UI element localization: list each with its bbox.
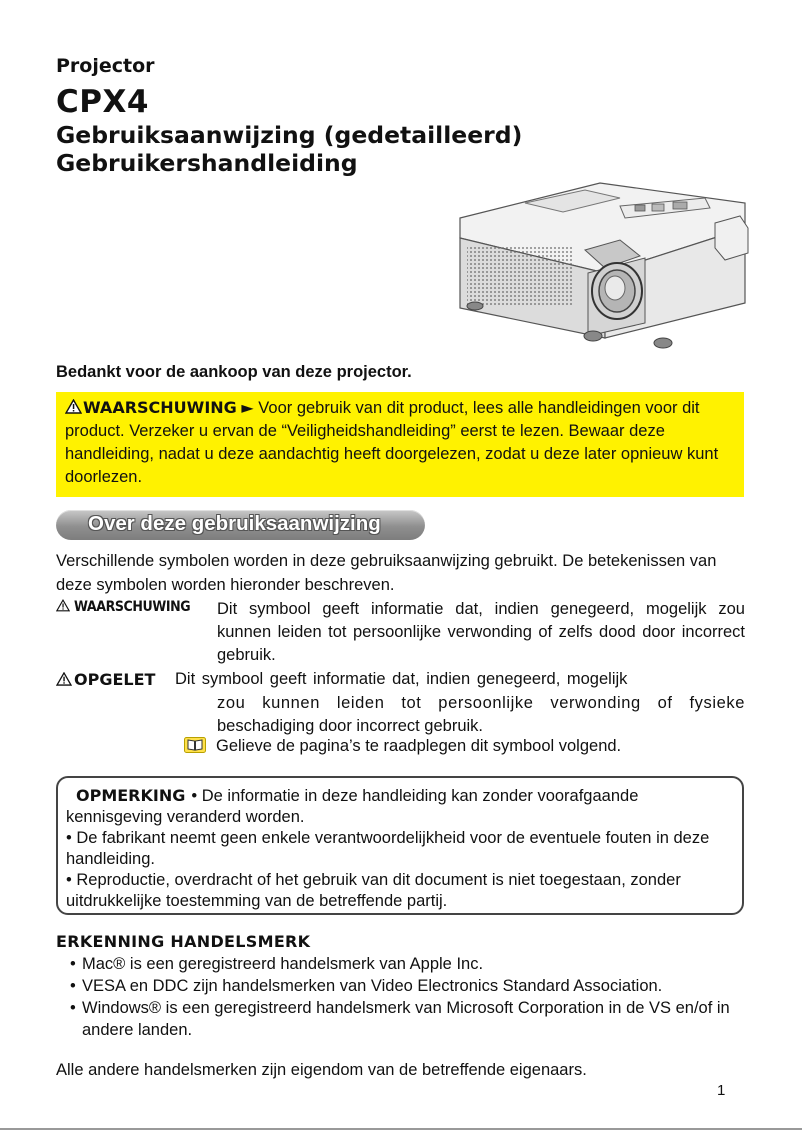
book-icon (184, 737, 206, 753)
list-item: • VESA en DDC zijn handelsmerken van Video Electronics Standard Association. (70, 975, 750, 997)
reference-symbol-row (184, 737, 621, 756)
document-title-line2: Gebruikershandleiding (56, 149, 358, 177)
page-number: 1 (717, 1082, 726, 1099)
caution-symbol-label (56, 670, 155, 689)
warning-symbol-text: WAARSCHUWING (74, 599, 191, 615)
section-heading: Over deze gebruiksaanwijzing (88, 512, 381, 535)
reference-symbol-text: Gelieve de pagina’s te raadplegen dit symbool volgend. (216, 737, 622, 755)
caution-description-rest (217, 692, 745, 738)
list-item: • Windows® is een geregistreerd handelsmerk van Microsoft Corporation in de VS en/of in andere landen. (70, 997, 750, 1041)
note-box (56, 776, 744, 915)
warning-box-signal: WAARSCHUWING (83, 398, 237, 417)
trademarks-footer: Alle andere handelsmerken zijn eigendom van de betreffende eigenaars. (56, 1061, 587, 1079)
warning-triangle-icon (56, 599, 73, 614)
section-intro: Verschillende symbolen worden in deze gebruiksaanwijzing gebruikt. De betekenissen van deze symbolen worden hieronder beschreven. (56, 552, 717, 594)
note-item-2: • De fabrikant neemt geen enkele verantwoordelijkheid voor de eventuele fouten in deze handleiding. (66, 829, 710, 868)
document-title-line1: Gebruiksaanwijzing (gedetailleerd) (56, 121, 523, 149)
model-name: CPX4 (56, 84, 149, 120)
caution-triangle-icon (56, 671, 73, 686)
trademarks-heading: ERKENNING HANDELSMERK (56, 932, 311, 951)
warning-symbol-description: Dit symbool geeft informatie dat, indien genegeerd, mogelijk zou kunnen leiden tot persoonlijke verwonding of zelfs dood door incorrect gebruik. (217, 600, 745, 664)
note-item-3: • Reproductie, overdracht of het gebruik van dit document is niet toegestaan, zonder uitdrukkelijke toestemming van de betreffende partij. (66, 871, 681, 910)
section-heading-pill (56, 510, 425, 540)
caution-description-line2: zou kunnen leiden tot persoonlijke verwonding of fysieke (217, 694, 745, 712)
document-category: Projector (56, 55, 155, 77)
note-item-1: • De informatie in deze handleiding kan zonder voorafgaande kennisgeving veranderd worden. (66, 787, 639, 826)
arrow-icon: ► (241, 398, 254, 417)
note-label: OPMERKING (76, 786, 186, 805)
caution-description-line1: Dit symbool geeft informatie dat, indien genegeerd, mogelijk (175, 670, 628, 688)
trademarks-list (70, 953, 750, 1041)
warning-symbol-label (56, 599, 190, 615)
warning-triangle-icon (65, 398, 82, 413)
page-bottom-divider (0, 1128, 802, 1130)
caution-symbol-text: OPGELET (74, 670, 156, 689)
warning-box-text: Voor gebruik van dit product, lees alle handleidingen voor dit product. Verzeker u ervan de “Veiligheidshandleiding” eerst te lezen. Bewaar deze handleiding, nadat u deze aandachtig heeft doorgelezen, zodat u deze later opnieuw kunt doorlezen. (65, 399, 719, 486)
list-item: • Mac® is een geregistreerd handelsmerk van Apple Inc. (70, 953, 750, 975)
thanks-heading: Bedankt voor de aankoop van deze projector. (56, 363, 412, 381)
projector-illustration (445, 178, 750, 350)
warning-box (56, 392, 744, 497)
caution-description-line3: beschadiging door incorrect gebruik. (217, 717, 483, 735)
